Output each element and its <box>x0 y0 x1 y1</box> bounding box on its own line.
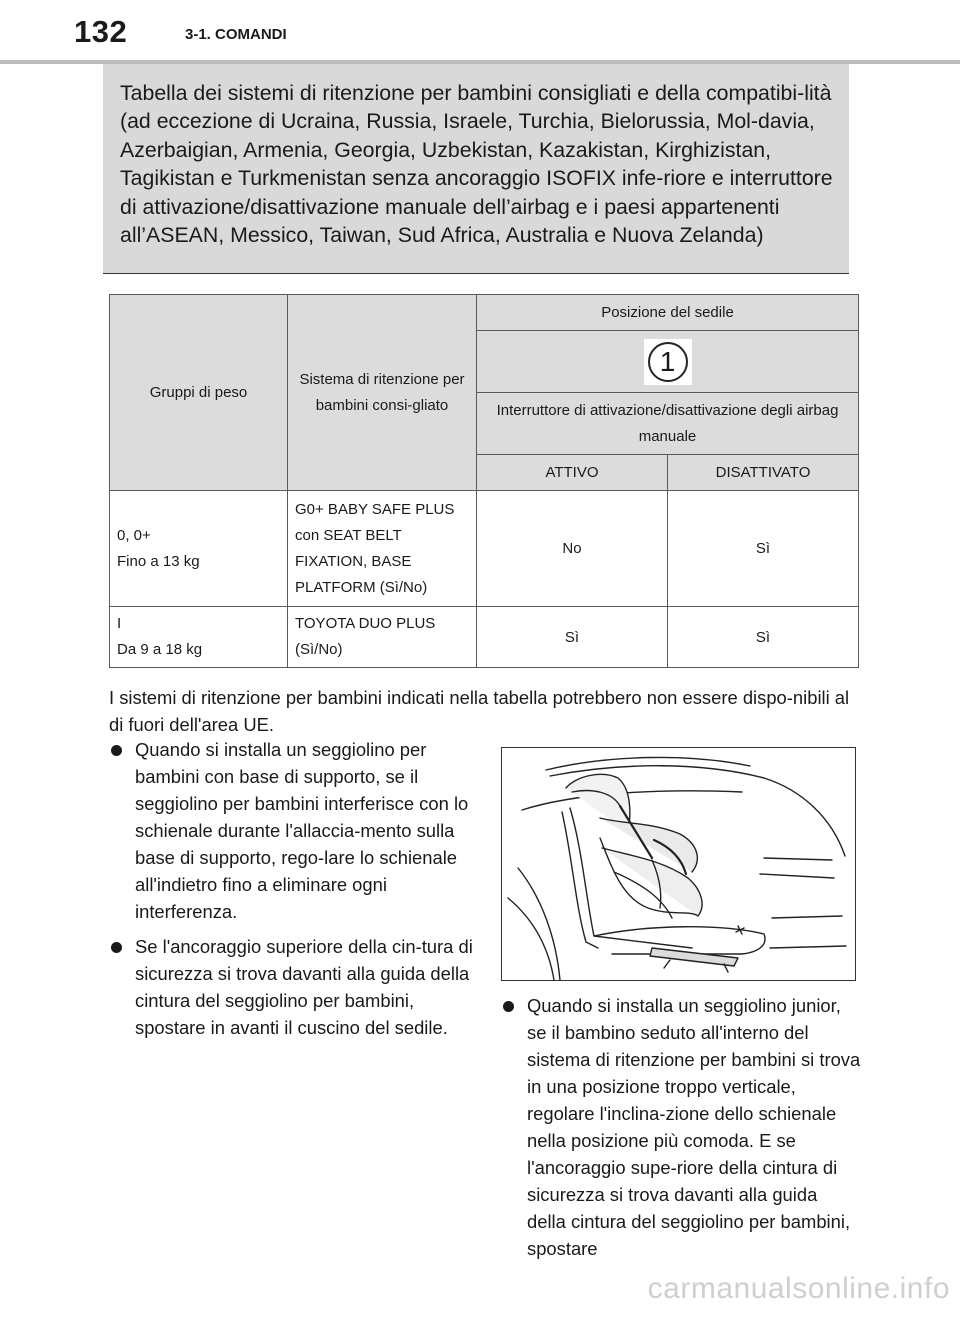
seat-number-cell <box>477 331 859 393</box>
airbag-off-cell: Sì <box>668 607 859 668</box>
weight-group-range: Fino a 13 kg <box>117 552 200 570</box>
list-item <box>501 992 861 1262</box>
table-row <box>110 491 859 607</box>
child-seat-illustration <box>501 747 856 981</box>
page-number: 132 <box>74 14 128 49</box>
header-restraint-system: Sistema di ritenzione per bambini consi-gliato <box>288 295 477 491</box>
bullet-dot-icon <box>111 942 122 953</box>
header-seat-position: Posizione del sedile <box>477 295 859 331</box>
list-item-text: Quando si installa un seggiolino per bambini con base di supporto, se il seggiolino per bambini interferisce con lo schienale durante l'allaccia-mento sulla base di supporto, rego-lare lo schienale all'indietro fino a eliminare ogni interferenza. <box>135 739 469 922</box>
bullet-list-left <box>109 736 481 1049</box>
weight-group-range: Da 9 a 18 kg <box>117 641 203 658</box>
header-weight-groups: Gruppi di peso <box>110 295 288 491</box>
bullet-dot-icon <box>111 745 122 756</box>
weight-group-cell <box>110 607 288 668</box>
intro-box <box>103 64 849 274</box>
weight-group-cell <box>110 491 288 607</box>
compatibility-table <box>109 294 859 668</box>
header-off: DISATTIVATO <box>668 455 859 491</box>
weight-group-label: 0, 0+ <box>117 526 151 544</box>
table-row <box>110 607 859 668</box>
seat-number-badge: 1 <box>648 342 688 382</box>
seat-number-box <box>644 339 692 385</box>
section-title: 3-1. COMANDI <box>185 26 287 43</box>
airbag-on-cell: No <box>477 491 668 607</box>
bullet-list-right <box>501 992 861 1270</box>
watermark: carmanualsonline.info <box>647 1272 950 1305</box>
list-item-text: Quando si installa un seggiolino junior, se il bambino seduto all'interno del sistema di ritenzione per bambini si trova in una posizione troppo verticale, regolare l'inclina-zione dello schienale nella posizione più comoda. E se l'ancoraggio supe-riore della cintura di sicurezza si trova davanti alla guida della cintura del seggiolino per bambini, spostare <box>527 995 861 1259</box>
header-airbag-switch: Interruttore di attivazione/disattivazione degli airbag manuale <box>477 393 859 455</box>
availability-note: I sistemi di ritenzione per bambini indicati nella tabella potrebbero non essere dispo-nibili al di fuori dell'area UE. <box>109 687 850 735</box>
bullet-dot-icon <box>503 1001 514 1012</box>
airbag-off-cell: Sì <box>668 491 859 607</box>
child-seat-drawing <box>502 748 855 980</box>
list-item <box>109 933 481 1041</box>
list-item <box>109 736 481 925</box>
list-item-text: Se l'ancoraggio superiore della cin-tura di sicurezza si trova davanti alla guida della cintura del seggiolino per bambini, spostare in avanti il cuscino del sedile. <box>135 936 473 1038</box>
restraint-system-cell: G0+ BABY SAFE PLUS con SEAT BELT FIXATION, BASE PLATFORM (Sì/No) <box>288 491 477 607</box>
header-on: ATTIVO <box>477 455 668 491</box>
intro-text: Tabella dei sistemi di ritenzione per bambini consigliati e della compatibi-lità (ad eccezione di Ucraina, Russia, Israele, Turchia, Bielorussia, Mol-davia, Azerbaigian, Armenia, Georgia, Uzbekistan, Kazakistan, Kirghizistan, Tagikistan e Turkmenistan senza ancoraggio ISOFIX infe-riore e interruttore di attivazione/disattivazione manuale dell’airbag e i paesi appartenenti all’ASEAN, Messico, Taiwan, Sud Africa, Australia e Nuova Zelanda) <box>120 81 833 248</box>
airbag-on-cell: Sì <box>477 607 668 668</box>
weight-group-label: I <box>117 615 122 632</box>
restraint-system-cell: TOYOTA DUO PLUS (Sì/No) <box>288 607 477 668</box>
